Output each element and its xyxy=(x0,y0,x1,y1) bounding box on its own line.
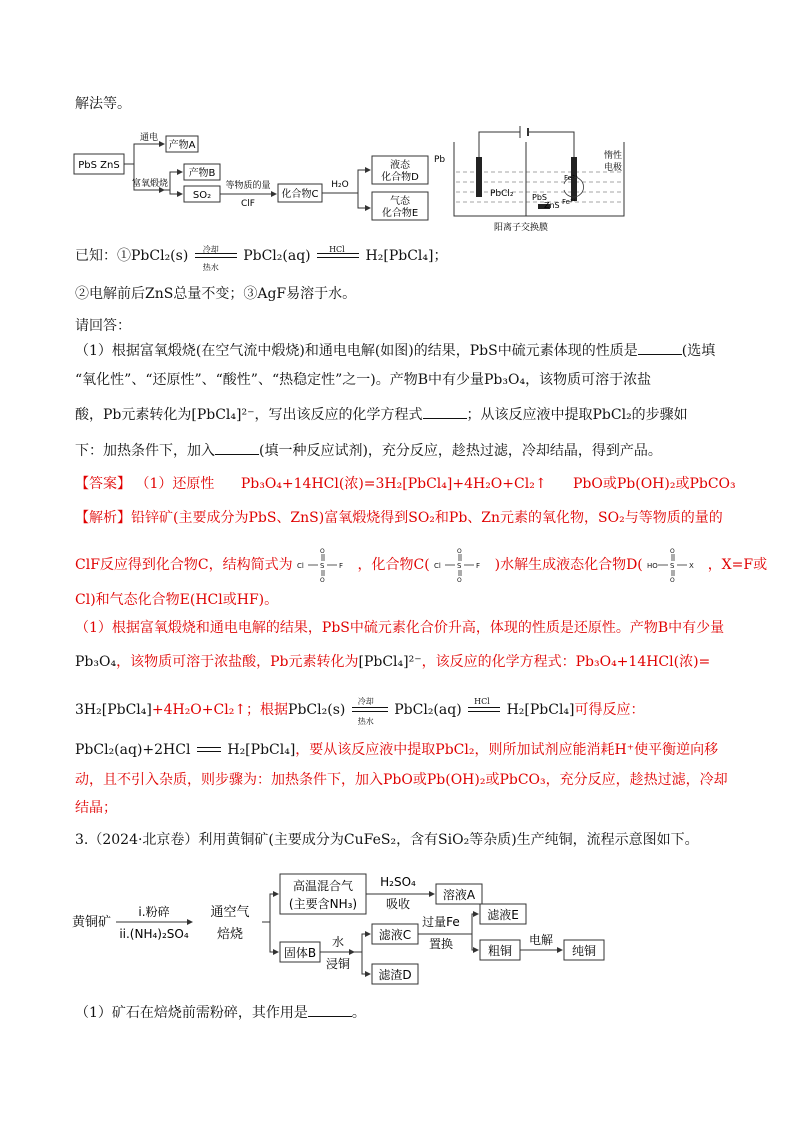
svg-text:F: F xyxy=(339,562,344,570)
eq-arrow-4: HCl xyxy=(466,700,502,720)
known-line-1 xyxy=(75,245,448,272)
struct-clso2f xyxy=(297,548,353,582)
answer-2: Pb₃O₄+14HCl(浓)=3H₂[PbCl₄]+4H₂O+Cl₂↑ xyxy=(240,476,547,492)
svg-text:O: O xyxy=(457,577,462,582)
gas-box-label-2: (主要含NH₃) xyxy=(288,897,358,911)
answer-line xyxy=(75,474,736,494)
gas-e-label-1: 气态 xyxy=(390,196,410,207)
product-a-label: 产物A xyxy=(168,140,196,151)
eq-arrow-1: 冷却 热水 xyxy=(193,246,239,266)
pbs-label: PbS xyxy=(532,193,547,202)
answer-blank-3[interactable] xyxy=(215,440,259,455)
answer-blank-2[interactable] xyxy=(423,404,467,419)
water-label: 水 xyxy=(331,935,345,949)
start-label: PbS ZnS xyxy=(78,160,120,171)
answer-3: PbO或Pb(OH)₂或PbCO₃ xyxy=(573,476,736,492)
svg-text:O: O xyxy=(670,548,675,555)
svg-text:O: O xyxy=(320,577,325,582)
roast-label: 焙烧 xyxy=(216,927,244,942)
liquid-d-label-2: 化合物D xyxy=(381,172,419,183)
known-line-2: ②电解前后ZnS总量不变；③AgF易溶于水。 xyxy=(75,286,357,302)
analysis-line-3: Cl)和气态化合物E(HCl或HF)。 xyxy=(75,592,279,608)
struct-clso2f-2 xyxy=(434,548,490,582)
svg-text:X: X xyxy=(689,562,695,570)
gas-box-label-1: 高温混合气 xyxy=(292,879,354,893)
sol-a-label: 溶液A xyxy=(442,888,476,902)
electrolysis-route-label: 通电 xyxy=(139,133,159,143)
ore-label: 黄铜矿 xyxy=(72,915,112,930)
pbcl2-label: PbCl₂ xyxy=(490,189,514,199)
filtrate-e-label: 滤液E xyxy=(487,908,519,922)
svg-text:S: S xyxy=(670,562,675,570)
svg-text:O: O xyxy=(320,548,325,555)
svg-text:Cl: Cl xyxy=(434,562,442,570)
q3-intro: 3.（2024·北京卷）利用黄铜矿(主要成分为CuFeS₂，含有SiO₂等杂质)生产纯铜，流程示意图如下。 xyxy=(75,832,699,848)
analysis-line-1: 【解析】铅锌矿(主要成分为PbS、ZnS)富氧煅烧得到SO₂和Pb、Zn元素的氧化物，SO₂与等物质的量的 xyxy=(75,510,723,526)
displace-label: 置换 xyxy=(428,937,454,951)
analysis-line-4: （1）根据富氧煅烧和通电电解的结果，PbS中硫元素化合价升高，体现的性质是还原性。产物B中有少量 xyxy=(75,620,725,636)
known-prefix: 已知：①PbCl₂(s) xyxy=(75,248,189,264)
q1-line-1: （1）根据富氧煅烧(在空气流中煅烧)和通电电解(如图)的结果，PbS中硫元素体现的性质是 (选填 xyxy=(75,340,715,361)
crude-cu-label: 粗铜 xyxy=(487,944,513,958)
q1-line-3: 酸，Pb元素转化为[PbCl₄]²⁻，写出该反应的化学方程式 ；从该反应液中提取PbCl₂的步骤如 xyxy=(75,404,688,425)
answer-1: （1）还原性 xyxy=(135,476,215,492)
excess-fe-label: 过量Fe xyxy=(422,915,460,929)
fe3-label: Fe³⁺ xyxy=(564,174,579,182)
analysis-line-5: Pb₃O₄，该物质可溶于浓盐酸，Pb元素转化为[PbCl₄]²⁻，该反应的化学方程式：Pb₃O₄+14HCl(浓)= xyxy=(75,654,711,670)
inert-label-2: 电极 xyxy=(604,163,623,173)
eq-arrow-3: 冷却 热水 xyxy=(350,700,390,720)
absorb-label: 吸收 xyxy=(385,897,411,911)
fe2-label: Fe²⁺ xyxy=(562,198,577,206)
known-mid: PbCl₂(aq) xyxy=(243,248,311,264)
so2-label: SO₂ xyxy=(192,190,212,201)
air-label: 通空气 xyxy=(210,905,250,920)
svg-text:S: S xyxy=(320,562,325,570)
analysis-line-6: 3H₂[PbCl₄]+4H₂O+Cl₂↑；根据PbCl₂(s) 冷却 热水 PbCl₂(aq) HCl H₂[PbCl₄]可得反应： xyxy=(75,697,645,726)
eq-arrow-5 xyxy=(195,742,223,758)
copper-flow-diagram xyxy=(72,866,632,996)
svg-text:Cl: Cl xyxy=(297,562,304,570)
inert-label-1: 惰性 xyxy=(604,151,623,161)
h2o-label: H₂O xyxy=(331,180,349,190)
roast-route-label: 富氧煅烧 xyxy=(131,179,169,189)
compound-c-label: 化合物C xyxy=(281,189,319,200)
electrolysis-label: 电解 xyxy=(528,933,554,947)
eq-arrow-2: HCl xyxy=(315,246,361,266)
continued-text: 解法等。 xyxy=(75,96,131,112)
svg-text:O: O xyxy=(670,577,675,582)
solid-b-label: 固体B xyxy=(283,946,317,960)
equal-amount-label: 等物质的量 xyxy=(225,181,271,191)
step-i-label: i.粉碎 xyxy=(138,905,170,919)
q3-q1: （1）矿石在焙烧前需粉碎，其作用是 。 xyxy=(75,1002,366,1023)
residue-d-label: 滤渣D xyxy=(378,968,412,982)
answer-label: 【答案】 xyxy=(75,476,131,492)
membrane-label: 阳离子交换膜 xyxy=(494,223,549,232)
analysis-line-7: PbCl₂(aq)+2HCl H₂[PbCl₄]，要从该反应液中提取PbCl₂，则所加试剂应能消耗H⁺使平衡逆向移 xyxy=(75,742,719,758)
leach-label: 浸铜 xyxy=(325,957,351,971)
q1-line-4: 下：加热条件下，加入 (填一种反应试剂)，充分反应，趁热过滤，冷却结晶，得到产品。 xyxy=(75,440,662,461)
step-ii-label: ii.(NH₄)₂SO₄ xyxy=(119,927,189,941)
pb-electrode xyxy=(476,157,482,197)
answer-blank-1[interactable] xyxy=(638,340,682,355)
struct-hoso2x xyxy=(647,548,703,582)
pb-label: Pb xyxy=(434,155,446,165)
analysis-line-9: 结晶； xyxy=(75,800,117,816)
svg-text:F: F xyxy=(476,562,481,570)
h2so4-label: H₂SO₄ xyxy=(380,875,416,889)
svg-text:S: S xyxy=(457,562,462,570)
gas-e-label-2: 化合物E xyxy=(381,208,419,219)
pbs-flow-diagram xyxy=(72,124,434,224)
product-b-label: 产物B xyxy=(188,168,216,179)
zns-label: ZnS xyxy=(544,201,560,210)
please-answer: 请回答： xyxy=(75,318,131,334)
q1-line-2: “氧化性”、“还原性”、“酸性”、“热稳定性”之一)。产物B中有少量Pb₃O₄，该物质可溶于浓盐 xyxy=(75,372,652,388)
analysis-line-2: ClF反应得到化合物C，结构简式为 Cl S F O O ，化合物C( Cl S F O O )水解生成液态化合物D( HO S X O O ，X=F或 xyxy=(75,548,768,582)
known-tail: H₂[PbCl₄]； xyxy=(365,248,448,264)
svg-text:O: O xyxy=(457,548,462,555)
answer-blank-4[interactable] xyxy=(308,1002,352,1017)
pure-cu-label: 纯铜 xyxy=(571,944,597,958)
clf-label: ClF xyxy=(241,199,255,209)
svg-text:HO: HO xyxy=(647,562,659,570)
filtrate-c-label: 滤液C xyxy=(378,928,412,942)
analysis-line-8: 动，且不引入杂质，则步骤为：加热条件下，加入PbO或Pb(OH)₂或PbCO₃，充分反应，趁热过滤，冷却 xyxy=(75,772,728,788)
liquid-d-label-1: 液态 xyxy=(390,160,410,171)
electrolysis-cell-diagram xyxy=(434,112,660,232)
